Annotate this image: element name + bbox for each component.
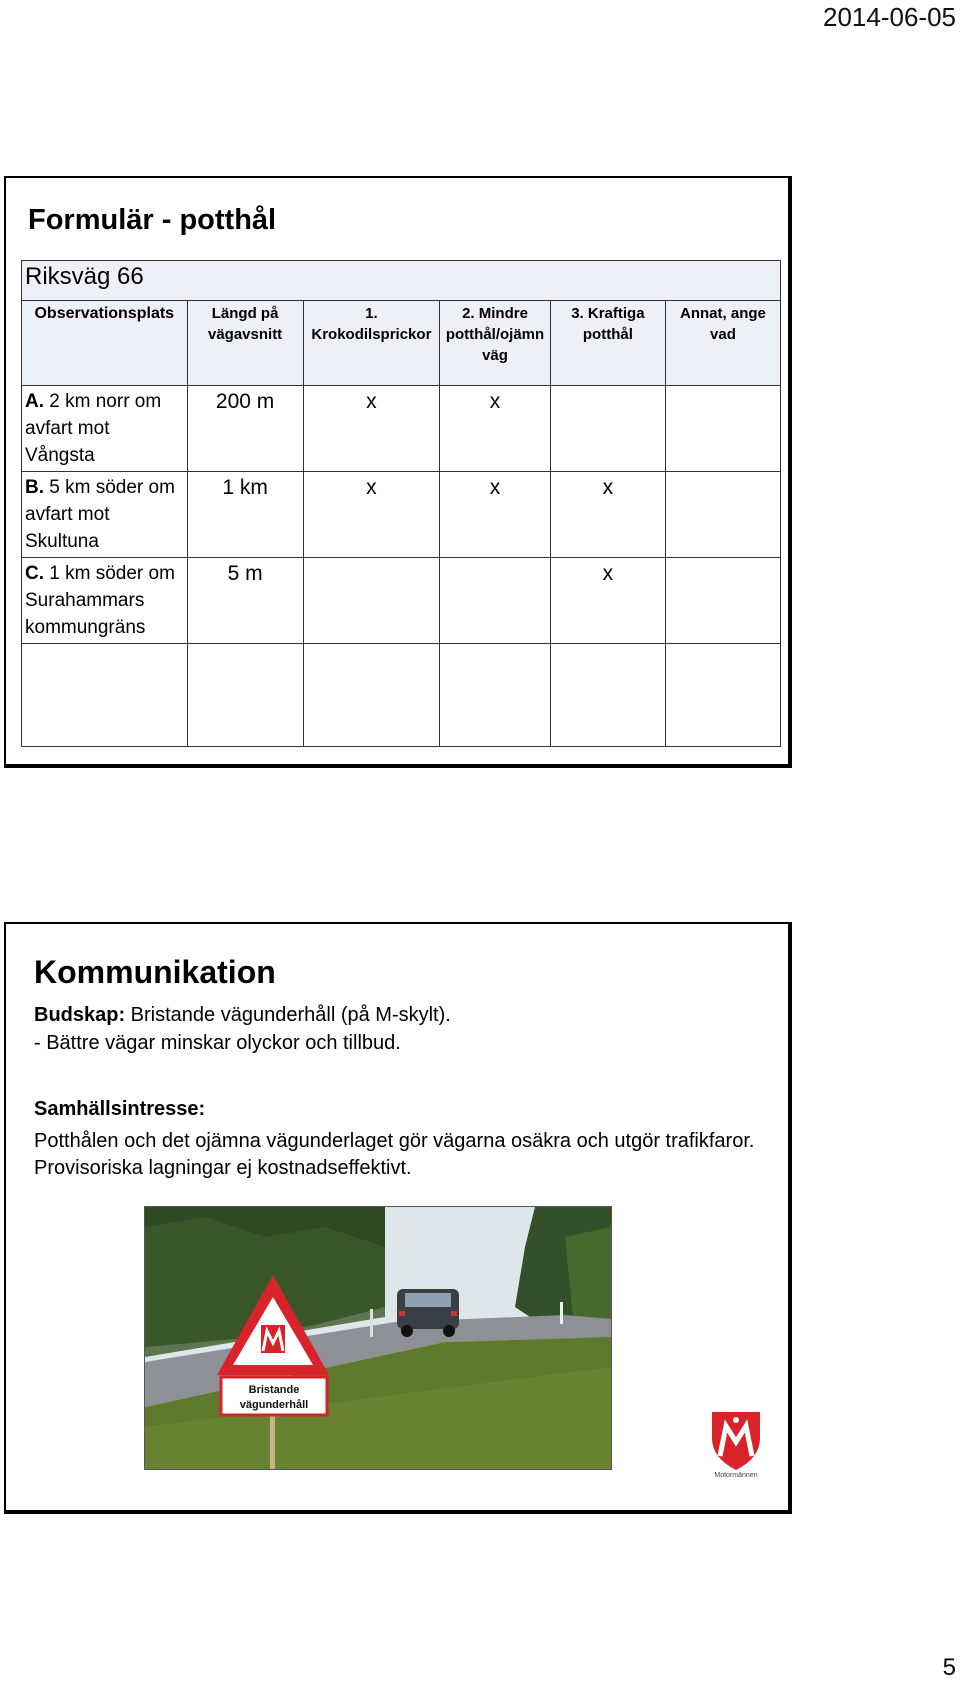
header-date: 2014-06-05 (823, 2, 956, 32)
road-sign-photo (144, 1206, 612, 1470)
column-header: 1. Krokodilsprickor (303, 301, 440, 386)
table-row (22, 472, 781, 558)
minor-pothole-mark: x (440, 472, 551, 558)
form-slide (4, 176, 792, 768)
table-header-row (22, 301, 781, 386)
location-text: 5 km söder om avfart mot Skultuna (25, 477, 175, 552)
communication-slide (4, 922, 792, 1514)
minor-pothole-mark: x (440, 386, 551, 472)
empty-cell (22, 644, 188, 747)
public-interest-text: Potthålen och det ojämna vägunderlaget gör vägarna osäkra och utgör trafikfaror. Provisoriska lagningar ej kostnadseffektivt. (34, 1130, 755, 1179)
length-cell: 1 km (187, 472, 303, 558)
column-header: 2. Mindre potthål/ojämn väg (440, 301, 551, 386)
crack-mark: x (303, 472, 440, 558)
road-name: Riksväg 66 (22, 261, 781, 301)
logo-text: Motormännen (714, 1472, 758, 1478)
location-cell (22, 558, 188, 644)
major-pothole-mark: x (550, 472, 665, 558)
crack-mark (303, 558, 440, 644)
message-text: Bristande vägunderhåll (på M-skylt). (125, 1004, 451, 1026)
empty-cell (303, 644, 440, 747)
empty-cell (550, 644, 665, 747)
observation-table (21, 260, 781, 747)
empty-cell (665, 644, 780, 747)
major-pothole-mark (550, 386, 665, 472)
location-letter: B. (25, 477, 44, 498)
other-cell (665, 386, 780, 472)
crack-mark: x (303, 386, 440, 472)
message-line (34, 1002, 451, 1029)
road-row (22, 261, 781, 301)
location-cell (22, 386, 188, 472)
column-header: 3. Kraftiga potthål (550, 301, 665, 386)
photo-illustration (145, 1207, 611, 1469)
page-number: 5 (942, 1654, 956, 1681)
column-header: Annat, ange vad (665, 301, 780, 386)
other-cell (665, 472, 780, 558)
motormannen-logo-icon (706, 1408, 766, 1478)
location-text: 2 km norr om avfart mot Vångsta (25, 391, 162, 466)
location-letter: A. (25, 391, 44, 412)
motormannen-logo (706, 1408, 766, 1478)
location-cell (22, 472, 188, 558)
sign-text-1: Bristande (248, 1384, 300, 1396)
form-title: Formulär - potthål (28, 204, 277, 236)
length-cell: 200 m (187, 386, 303, 472)
column-header: Observationsplats (22, 301, 188, 386)
empty-cell (187, 644, 303, 747)
length-cell: 5 m (187, 558, 303, 644)
empty-cell (440, 644, 551, 747)
public-interest-label: Samhällsintresse: (34, 1098, 206, 1120)
major-pothole-mark: x (550, 558, 665, 644)
column-header: Längd på vägavsnitt (187, 301, 303, 386)
communication-title: Kommunikation (34, 954, 276, 990)
location-letter: C. (25, 563, 44, 584)
sign-text-2: vägunderhåll (239, 1399, 309, 1411)
location-text: 1 km söder om Surahammars kommungräns (25, 563, 175, 638)
minor-pothole-mark (440, 558, 551, 644)
table-row (22, 386, 781, 472)
empty-row (22, 644, 781, 747)
message-label: Budskap: (34, 1004, 126, 1026)
table-row (22, 558, 781, 644)
message-line-2: - Bättre vägar minskar olyckor och tillbud. (34, 1032, 401, 1054)
other-cell (665, 558, 780, 644)
